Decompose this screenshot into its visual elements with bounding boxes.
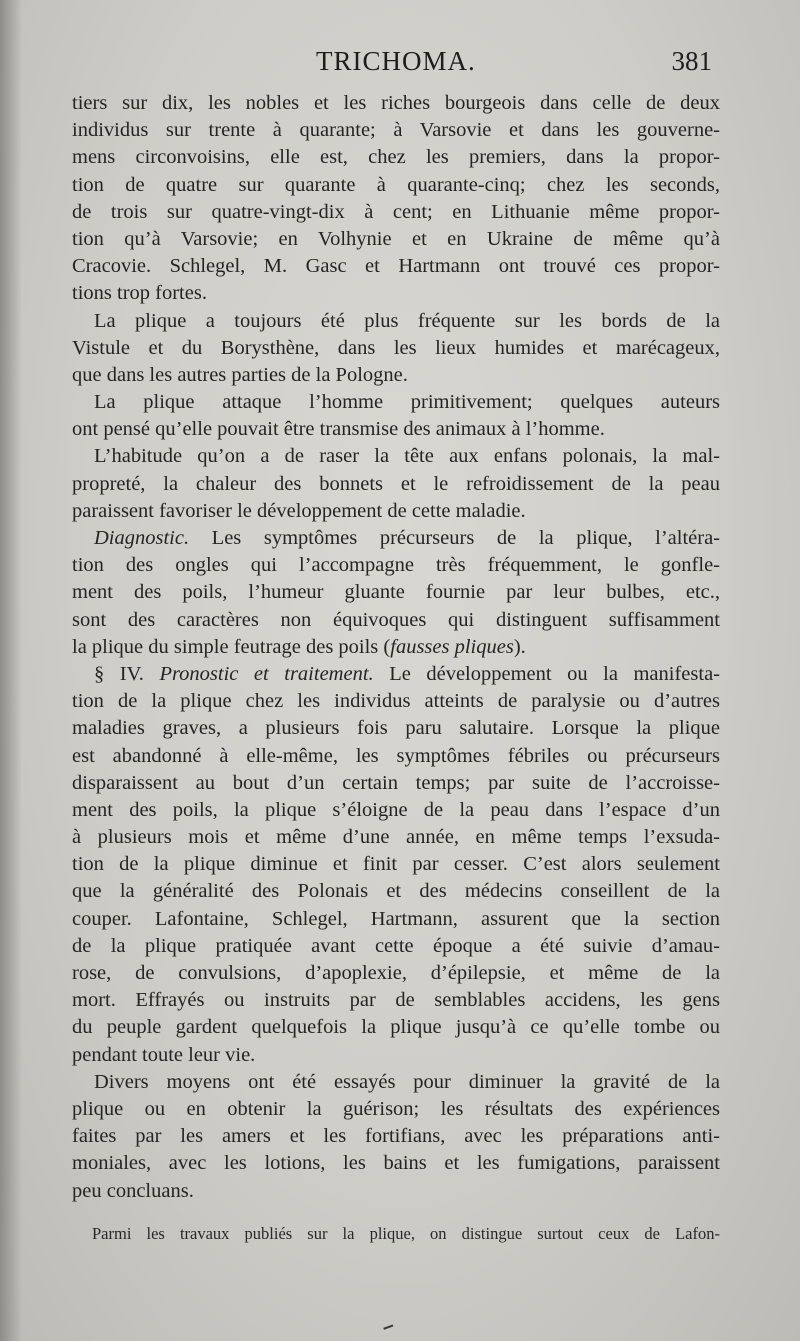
text-line: tion de la plique chez les individus atteints de paralysie ou d’autres: [72, 690, 720, 713]
text-line: de la plique pratiquée avant cette époque a été suivie d’amau-: [72, 934, 720, 957]
text-run: § IV.: [94, 662, 160, 685]
text-line: moniales, avec les lotions, les bains et les fumigations, paraissent: [72, 1152, 720, 1175]
running-title: TRICHOMA.: [316, 46, 476, 76]
text-line: tiers sur dix, les nobles et les riches bourgeois dans celle de deux: [72, 92, 720, 114]
body-text: [72, 90, 720, 1205]
text-line: paraissent favoriser le développement de cette maladie.: [72, 499, 526, 522]
text-line: propreté, la chaleur des bonnets et le refroidissement de la peau: [72, 472, 720, 495]
text-line: plique ou en obtenir la guérison; les résultats des expériences: [72, 1097, 720, 1120]
text-line: Divers moyens ont été essayés pour diminuer la gravité de la: [94, 1070, 720, 1093]
text-line: Vistule et du Borysthène, dans les lieux humides et marécageux,: [72, 336, 720, 359]
text-run: la plique du simple feutrage des poils (: [72, 635, 391, 658]
text-line: Cracovie. Schlegel, M. Gasc et Hartmann ont trouvé ces propor-: [72, 255, 720, 278]
footnote: Parmi les travaux publiés sur la plique, on distingue surtout ceux de Lafon-: [92, 1224, 720, 1243]
binding-shadow: [0, 0, 22, 1341]
text-line: rose, de convulsions, d’apoplexie, d’épilepsie, et même de la: [72, 962, 720, 984]
text-line: [72, 661, 720, 688]
text-line: faites par les amers et les fortifians, avec les préparations anti-: [72, 1125, 720, 1148]
text-line: que dans les autres parties de la Pologne.: [72, 363, 408, 386]
text-run: ).: [513, 635, 526, 658]
text-line: mort. Effrayés ou instruits par de semblables accidens, les gens: [72, 989, 720, 1012]
text-line: que la généralité des Polonais et des médecins conseillent de la: [72, 880, 720, 903]
italic-run: fausses pliques: [390, 635, 514, 658]
text-line: La plique a toujours été plus fréquente sur les bords de la: [94, 309, 720, 332]
text-line: du peuple gardent quelquefois la plique jusqu’à ce qu’elle tombe ou: [72, 1016, 720, 1039]
text-run: Les symptômes précurseurs de la plique, l’altéra-: [189, 527, 720, 549]
text-line: de trois sur quatre-vingt-dix à cent; en Lithuanie même propor-: [72, 200, 720, 223]
text-line: tion de la plique diminue et finit par cesser. C’est alors seulement: [72, 853, 720, 876]
italic-run: Pronostic et traitement.: [159, 662, 374, 685]
ink-mark: [383, 1324, 394, 1333]
text-line: [72, 634, 720, 661]
page-header: [72, 46, 720, 86]
text-line: sont des caractères non équivoques qui distinguent suffisamment: [72, 608, 720, 631]
text-line: ment des poils, l’humeur gluante fournie par leur bulbes, etc.,: [72, 581, 720, 604]
text-line: pendant toute leur vie.: [72, 1043, 256, 1066]
text-line: peu concluans.: [72, 1179, 194, 1202]
text-line: tions trop fortes.: [72, 282, 207, 305]
page-number: 381: [671, 46, 712, 76]
italic-run: Diagnostic.: [94, 527, 190, 549]
text-line: La plique attaque l’homme primitivement; quelques auteurs: [94, 391, 720, 414]
text-line: [72, 525, 720, 552]
text-line: maladies graves, a plusieurs fois paru salutaire. Lorsque la plique: [72, 717, 720, 740]
text-line: ment des poils, la plique s’éloigne de la peau dans l’espace d’un: [72, 798, 720, 821]
text-line: à plusieurs mois et même d’une année, en même temps l’exsuda-: [72, 826, 720, 849]
text-line: mens circonvoisins, elle est, chez les premiers, dans la propor-: [72, 146, 720, 169]
text-line: tion des ongles qui l’accompagne très fréquemment, le gonfle-: [72, 554, 720, 577]
text-line: ont pensé qu’elle pouvait être transmise des animaux à l’homme.: [72, 418, 605, 441]
text-run: Le développement ou la manifesta-: [373, 662, 720, 685]
text-line: est abandonné à elle-même, les symptômes fébriles ou précurseurs: [72, 744, 720, 767]
text-line: disparaissent au bout d’un certain temps; par suite de l’accroisse-: [72, 771, 720, 794]
text-line: couper. Lafontaine, Schlegel, Hartmann, assurent que la section: [72, 907, 720, 930]
text-line: tion qu’à Varsovie; en Volhynie et en Ukraine de même qu’à: [72, 227, 720, 250]
text-line: individus sur trente à quarante; à Varsovie et dans les gouverne-: [72, 119, 720, 142]
text-line: L’habitude qu’on a de raser la tête aux enfans polonais, la mal-: [94, 445, 720, 468]
text-line: tion de quatre sur quarante à quarante-cinq; chez les seconds,: [72, 173, 720, 196]
